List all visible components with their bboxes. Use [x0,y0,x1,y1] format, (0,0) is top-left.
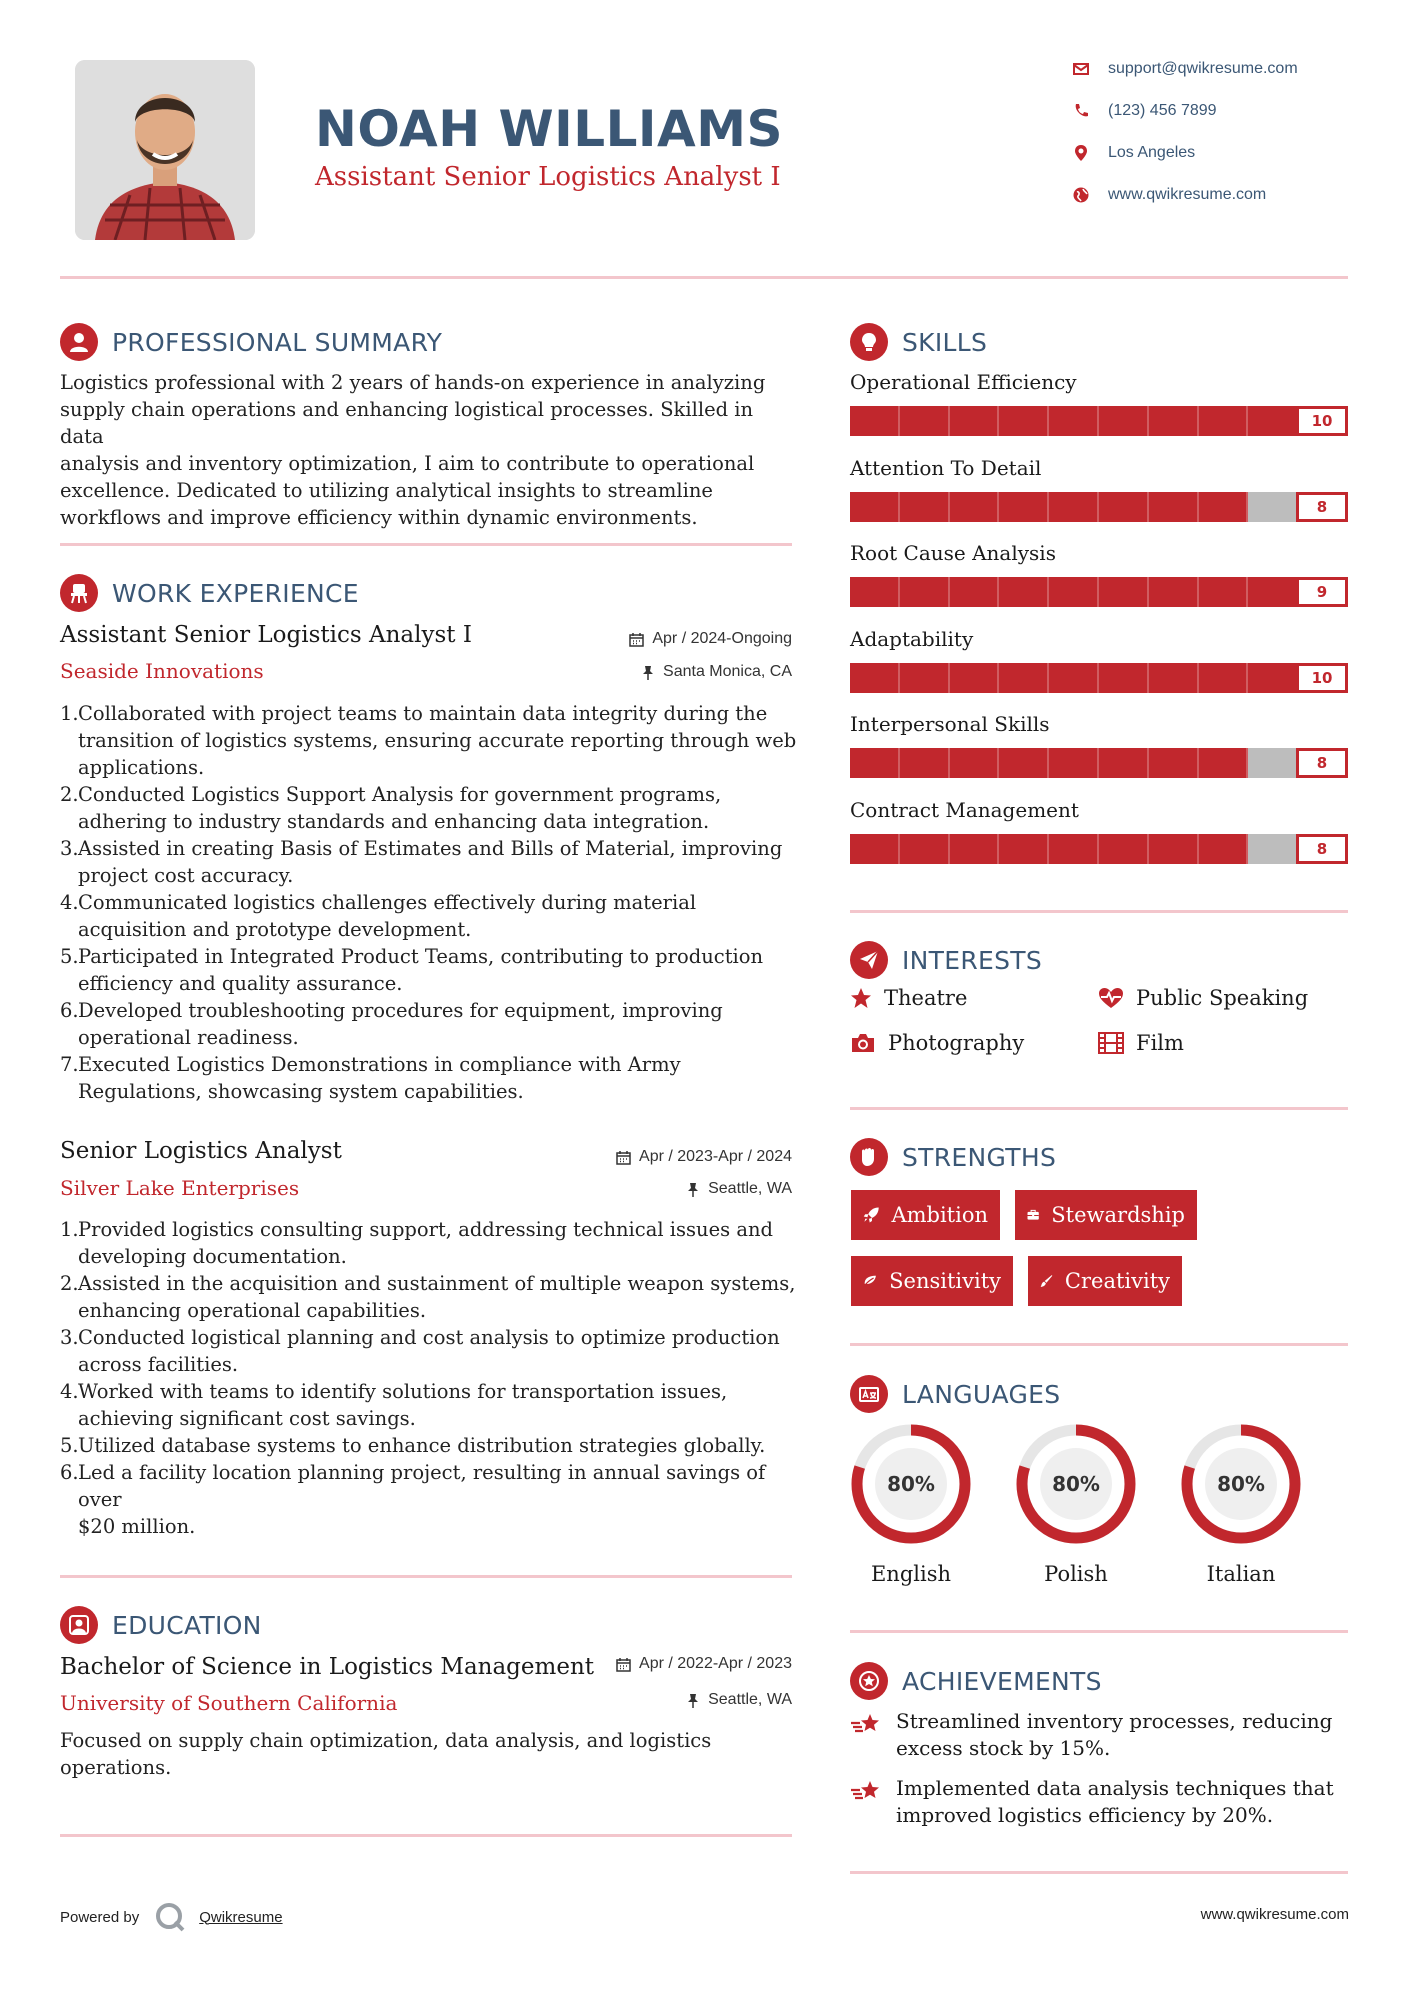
skills-divider [850,910,1348,913]
skill-bar [850,577,1348,607]
skill-score: 10 [1296,663,1348,693]
skill-bar-segment [900,577,950,607]
skill-bar-segment [1149,577,1199,607]
award-icon [850,1662,888,1700]
skill-bar-segment [1248,577,1298,607]
briefcase-icon [1027,1204,1039,1226]
skill-bar-segment [1049,663,1099,693]
header-divider [60,276,1348,279]
list-line: Utilized database systems to enhance distribution strategies globally. [78,1434,766,1457]
candidate-name: NOAH WILLIAMS [315,100,783,158]
job-2-company: Silver Lake Enterprises [60,1176,300,1200]
interests-heading [850,940,1042,980]
education-location-text: Seattle, WA [708,1691,792,1708]
shooting-star-icon [850,1778,882,1804]
list-num: 6. [60,1461,79,1484]
list-line: applications. [78,756,205,779]
skill-bar-segment [950,663,1000,693]
skill-bar-segment [1149,748,1199,778]
list-line: Worked with teams to identify solutions for transportation issues, [78,1380,728,1403]
list-num: 2. [60,1272,79,1295]
education-line: operations. [60,1756,172,1779]
list-line: acquisition and prototype development. [78,918,472,941]
skill-bar-segment [850,406,900,436]
strengths-divider [850,1343,1348,1346]
list-line: Executed Logistics Demonstrations in compliance with Army [78,1053,681,1076]
skill-name: Adaptability [850,626,974,651]
list-item [60,700,800,781]
skill-bar-segment [999,406,1049,436]
skill-name: Attention To Detail [850,455,1042,480]
education-dates-text: Apr / 2022-Apr / 2023 [639,1655,792,1672]
skill-bar-segment [1099,748,1149,778]
skill-bar [850,748,1348,778]
skill-bar-segment [1049,834,1099,864]
job-1-title: Assistant Senior Logistics Analyst I [60,622,472,648]
skill-bar-segment [1248,406,1298,436]
pin-icon [641,665,655,680]
list-num: 4. [60,891,79,914]
heartbeat-icon [1098,987,1124,1009]
interests-title: INTERESTS [902,945,1043,975]
list-line: developing documentation. [78,1245,347,1268]
achievements-heading [850,1661,1102,1701]
language-percent: 80% [1217,1472,1265,1496]
chair-icon [60,574,98,612]
skill-score: 10 [1296,406,1348,436]
list-num: 1. [60,702,79,725]
contact-email-text: support@qwikresume.com [1108,60,1298,77]
location-icon [1072,144,1090,162]
list-item [60,1270,800,1324]
list-line: Developed troubleshooting procedures for equipment, improving [78,999,723,1022]
skill-bar-segment [999,492,1049,522]
achievements-divider [850,1871,1348,1874]
translate-icon [850,1375,888,1413]
skill-bar-segment [950,748,1000,778]
list-num: 3. [60,1326,79,1349]
phone-icon [1072,102,1090,120]
skill-bar-segment [1099,834,1149,864]
job-1-location-text: Santa Monica, CA [663,663,792,680]
list-item [60,1378,800,1432]
list-item [60,1432,800,1459]
skill-bar-segment [1248,748,1298,778]
language-ring [1179,1422,1303,1546]
language-name: English [870,1562,952,1586]
skill-bar-segment [850,834,900,864]
achievement-line: Streamlined inventory processes, reducing [896,1709,1333,1733]
language-name: Italian [1206,1562,1276,1586]
paper-plane-icon [850,941,888,979]
contact-phone[interactable] [1072,96,1372,126]
skill-item [850,627,1348,713]
skill-name: Contract Management [850,797,1079,822]
achievement-line: improved logistics efficiency by 20%. [896,1803,1274,1827]
skill-bar-segment [1199,663,1249,693]
list-num: 3. [60,837,79,860]
skill-bar-segment [950,492,1000,522]
job-2-dates-text: Apr / 2023-Apr / 2024 [639,1148,792,1165]
star-icon [850,987,872,1009]
list-line: enhancing operational capabilities. [78,1299,427,1322]
skill-bar-segment [1199,834,1249,864]
list-line: across facilities. [78,1353,239,1376]
achievement-line: Implemented data analysis techniques that [896,1776,1334,1800]
interests-divider [850,1107,1348,1110]
experience-divider [60,1575,792,1578]
list-item [60,1459,800,1540]
language-name: Polish [1044,1562,1108,1586]
education-dates [500,1655,792,1673]
job-2-location [500,1180,792,1198]
skill-bar-segment [1099,492,1149,522]
skill-bar-segment [850,492,900,522]
skill-score: 8 [1296,748,1348,778]
job-1-points [60,700,800,1105]
interest-photography [850,1031,1024,1055]
summary-heading [60,322,442,362]
skill-bar-segment [1149,663,1199,693]
skill-item [850,541,1348,627]
list-line: Conducted Logistics Support Analysis for government programs, [78,783,722,806]
achievements-title: ACHIEVEMENTS [902,1666,1102,1696]
skill-bar-segment [999,748,1049,778]
interest-film [1098,1031,1184,1055]
strength-ambition [851,1190,1000,1240]
footer-website[interactable]: www.qwikresume.com [1200,1906,1349,1923]
interest-public-speaking [1098,986,1308,1010]
interest-label: Photography [888,1031,1025,1055]
list-item [60,997,800,1051]
job-1-location [500,663,792,681]
user-icon [60,323,98,361]
skill-bar-segment [1049,406,1099,436]
education-divider [60,1834,792,1837]
list-num: 7. [60,1053,79,1076]
interest-label: Public Speaking [1136,986,1309,1010]
skill-bar-segment [1199,748,1249,778]
interest-theatre [850,986,967,1010]
list-num: 5. [60,945,79,968]
skill-item [850,712,1348,798]
powered-by-text: Powered by [60,1908,140,1926]
shooting-star-icon [850,1711,882,1737]
skill-bar-segment [999,663,1049,693]
interest-label: Film [1136,1031,1184,1055]
list-line: Provided logistics consulting support, addressing technical issues and [78,1218,774,1241]
rocket-icon [863,1204,879,1226]
candidate-title: Assistant Senior Logistics Analyst I [315,162,781,192]
skill-bar-segment [1248,834,1298,864]
education-school: University of Southern California [60,1691,398,1715]
skill-bar-segment [900,748,950,778]
skill-bar-segment [1149,834,1199,864]
list-line: Led a facility location planning project, resulting in annual savings of over [78,1461,766,1511]
skill-bar-segment [1199,406,1249,436]
qwikresume-logo-icon [153,1900,187,1934]
profile-photo [75,60,255,240]
achievement-item [850,1708,1348,1762]
strength-stewardship [1015,1190,1197,1240]
skill-bar-segment [1049,577,1099,607]
camera-icon [850,1032,876,1054]
skill-bar-segment [1149,406,1199,436]
job-2-points [60,1216,800,1540]
list-num: 2. [60,783,79,806]
skill-item [850,370,1348,456]
list-item [60,781,800,835]
language-item [1171,1422,1311,1586]
skill-bar-segment [999,577,1049,607]
calendar-icon [616,1150,631,1165]
skill-item [850,798,1348,884]
job-2-dates [500,1148,792,1166]
education-degree: Bachelor of Science in Logistics Management [60,1654,594,1680]
skill-item [850,456,1348,542]
skill-bar-segment [1199,577,1249,607]
language-percent: 80% [887,1472,935,1496]
skill-bar-segment [1099,577,1149,607]
education-location [500,1691,792,1709]
strength-label: Ambition [891,1203,988,1227]
graduate-icon [60,1606,98,1644]
list-line: efficiency and quality assurance. [78,972,403,995]
list-item [60,889,800,943]
strength-label: Creativity [1064,1269,1170,1293]
skill-bar-segment [900,492,950,522]
skill-bar-segment [950,834,1000,864]
skill-bar [850,492,1348,522]
skill-bar-segment [900,406,950,436]
contact-phone-text: (123) 456 7899 [1108,102,1217,119]
list-num: 5. [60,1434,79,1457]
skill-bar [850,663,1348,693]
interest-label: Theatre [884,986,968,1010]
pin-icon [686,1693,700,1708]
globe-icon [1072,186,1090,204]
skill-bar-segment [1248,492,1298,522]
experience-title: WORK EXPERIENCE [112,578,359,608]
education-line: Focused on supply chain optimization, data analysis, and logistics [60,1729,712,1752]
list-line: operational readiness. [78,1026,299,1049]
fist-icon [850,1138,888,1176]
list-line: Assisted in creating Basis of Estimates and Bills of Material, improving [78,837,783,860]
list-line: Regulations, showcasing system capabilities. [78,1080,524,1103]
achievement-line: excess stock by 15%. [896,1736,1111,1760]
summary-title: PROFESSIONAL SUMMARY [112,327,443,357]
email-icon [1072,60,1090,78]
languages-title: LANGUAGES [902,1379,1061,1409]
skill-bar-segment [1099,663,1149,693]
list-line: $20 million. [78,1515,196,1538]
contact-email[interactable] [1072,54,1372,84]
skill-bar-segment [900,663,950,693]
skills-heading [850,322,987,362]
job-2-title: Senior Logistics Analyst [60,1138,342,1164]
footer-powered-by [60,1900,283,1934]
language-ring [849,1422,973,1546]
strengths-heading [850,1137,1056,1177]
list-num: 4. [60,1380,79,1403]
education-heading [60,1605,262,1645]
skill-bar [850,406,1348,436]
skill-score: 8 [1296,834,1348,864]
list-line: achieving significant cost savings. [78,1407,416,1430]
calendar-icon [629,632,644,647]
job-1-dates [500,630,792,648]
skill-name: Root Cause Analysis [850,541,1056,565]
skill-score: 8 [1296,492,1348,522]
languages-divider [850,1630,1348,1633]
skill-bar-segment [999,834,1049,864]
skill-bar-segment [1099,406,1149,436]
contact-website-text: www.qwikresume.com [1108,186,1267,203]
job-1-dates-text: Apr / 2024-Ongoing [652,630,792,647]
strength-label: Stewardship [1051,1203,1185,1227]
skill-bar-segment [850,748,900,778]
skill-bar-segment [950,577,1000,607]
skill-bar-segment [1149,492,1199,522]
list-item [60,1051,800,1105]
strength-creativity [1028,1256,1182,1306]
languages-list [841,1422,1311,1586]
skill-score: 9 [1296,577,1348,607]
list-line: Assisted in the acquisition and sustainment of multiple weapon systems, [78,1272,796,1295]
skill-bar-segment [1049,492,1099,522]
summary-line: Logistics professional with 2 years of hands-on experience in analyzing [60,371,766,394]
list-line: transition of logistics systems, ensuring accurate reporting through web [78,729,797,752]
pin-icon [686,1182,700,1197]
brush-icon [1040,1270,1053,1292]
list-num: 6. [60,999,79,1022]
list-num: 1. [60,1218,79,1241]
summary-line: analysis and inventory optimization, I aim to contribute to operational [60,452,755,475]
skill-bar-segment [900,834,950,864]
language-item [1006,1422,1146,1586]
contact-website[interactable] [1072,180,1372,210]
summary-line: workflows and improve efficiency within dynamic environments. [60,506,698,529]
language-item [841,1422,981,1586]
skill-name: Interpersonal Skills [850,712,1050,736]
summary-divider [60,543,792,546]
list-line: Communicated logistics challenges effectively during material [78,891,697,914]
skill-bar-segment [1049,748,1099,778]
language-ring [1014,1422,1138,1546]
list-line: project cost accuracy. [78,864,294,887]
list-item [60,943,800,997]
list-line: Participated in Integrated Product Teams, contributing to production [78,945,764,968]
skill-bar-segment [1248,663,1298,693]
list-line: Collaborated with project teams to maintain data integrity during the [78,702,768,725]
skill-name: Operational Efficiency [850,370,1077,394]
skill-bar-segment [850,663,900,693]
leaf-icon [863,1270,877,1292]
skills-list [850,370,1348,883]
lightbulb-icon [850,323,888,361]
skill-bar-segment [950,406,1000,436]
skill-bar-segment [850,577,900,607]
skills-title: SKILLS [902,327,988,357]
education-description [60,1727,800,1781]
list-item [60,1324,800,1378]
list-item [60,1216,800,1270]
education-title: EDUCATION [112,1610,262,1640]
summary-line: supply chain operations and enhancing logistical processes. Skilled in data [60,398,754,448]
strength-sensitivity [851,1256,1013,1306]
contact-location-text: Los Angeles [1108,144,1196,161]
qwikresume-link[interactable]: Qwikresume [199,1908,283,1926]
language-percent: 80% [1052,1472,1100,1496]
list-item [60,835,800,889]
summary-text [60,369,800,531]
strength-label: Sensitivity [889,1269,1001,1293]
contact-location [1072,138,1372,168]
calendar-icon [616,1657,631,1672]
languages-heading [850,1374,1060,1414]
job-1-company: Seaside Innovations [60,659,264,683]
list-line: adhering to industry standards and enhancing data integration. [78,810,710,833]
job-2-location-text: Seattle, WA [708,1180,792,1197]
list-line: Conducted logistical planning and cost analysis to optimize production [78,1326,780,1349]
skill-bar-segment [1199,492,1249,522]
experience-heading [60,573,359,613]
summary-line: excellence. Dedicated to utilizing analytical insights to streamline [60,479,713,502]
film-icon [1098,1032,1124,1054]
skill-bar [850,834,1348,864]
strengths-title: STRENGTHS [902,1142,1057,1172]
achievement-item [850,1775,1348,1829]
